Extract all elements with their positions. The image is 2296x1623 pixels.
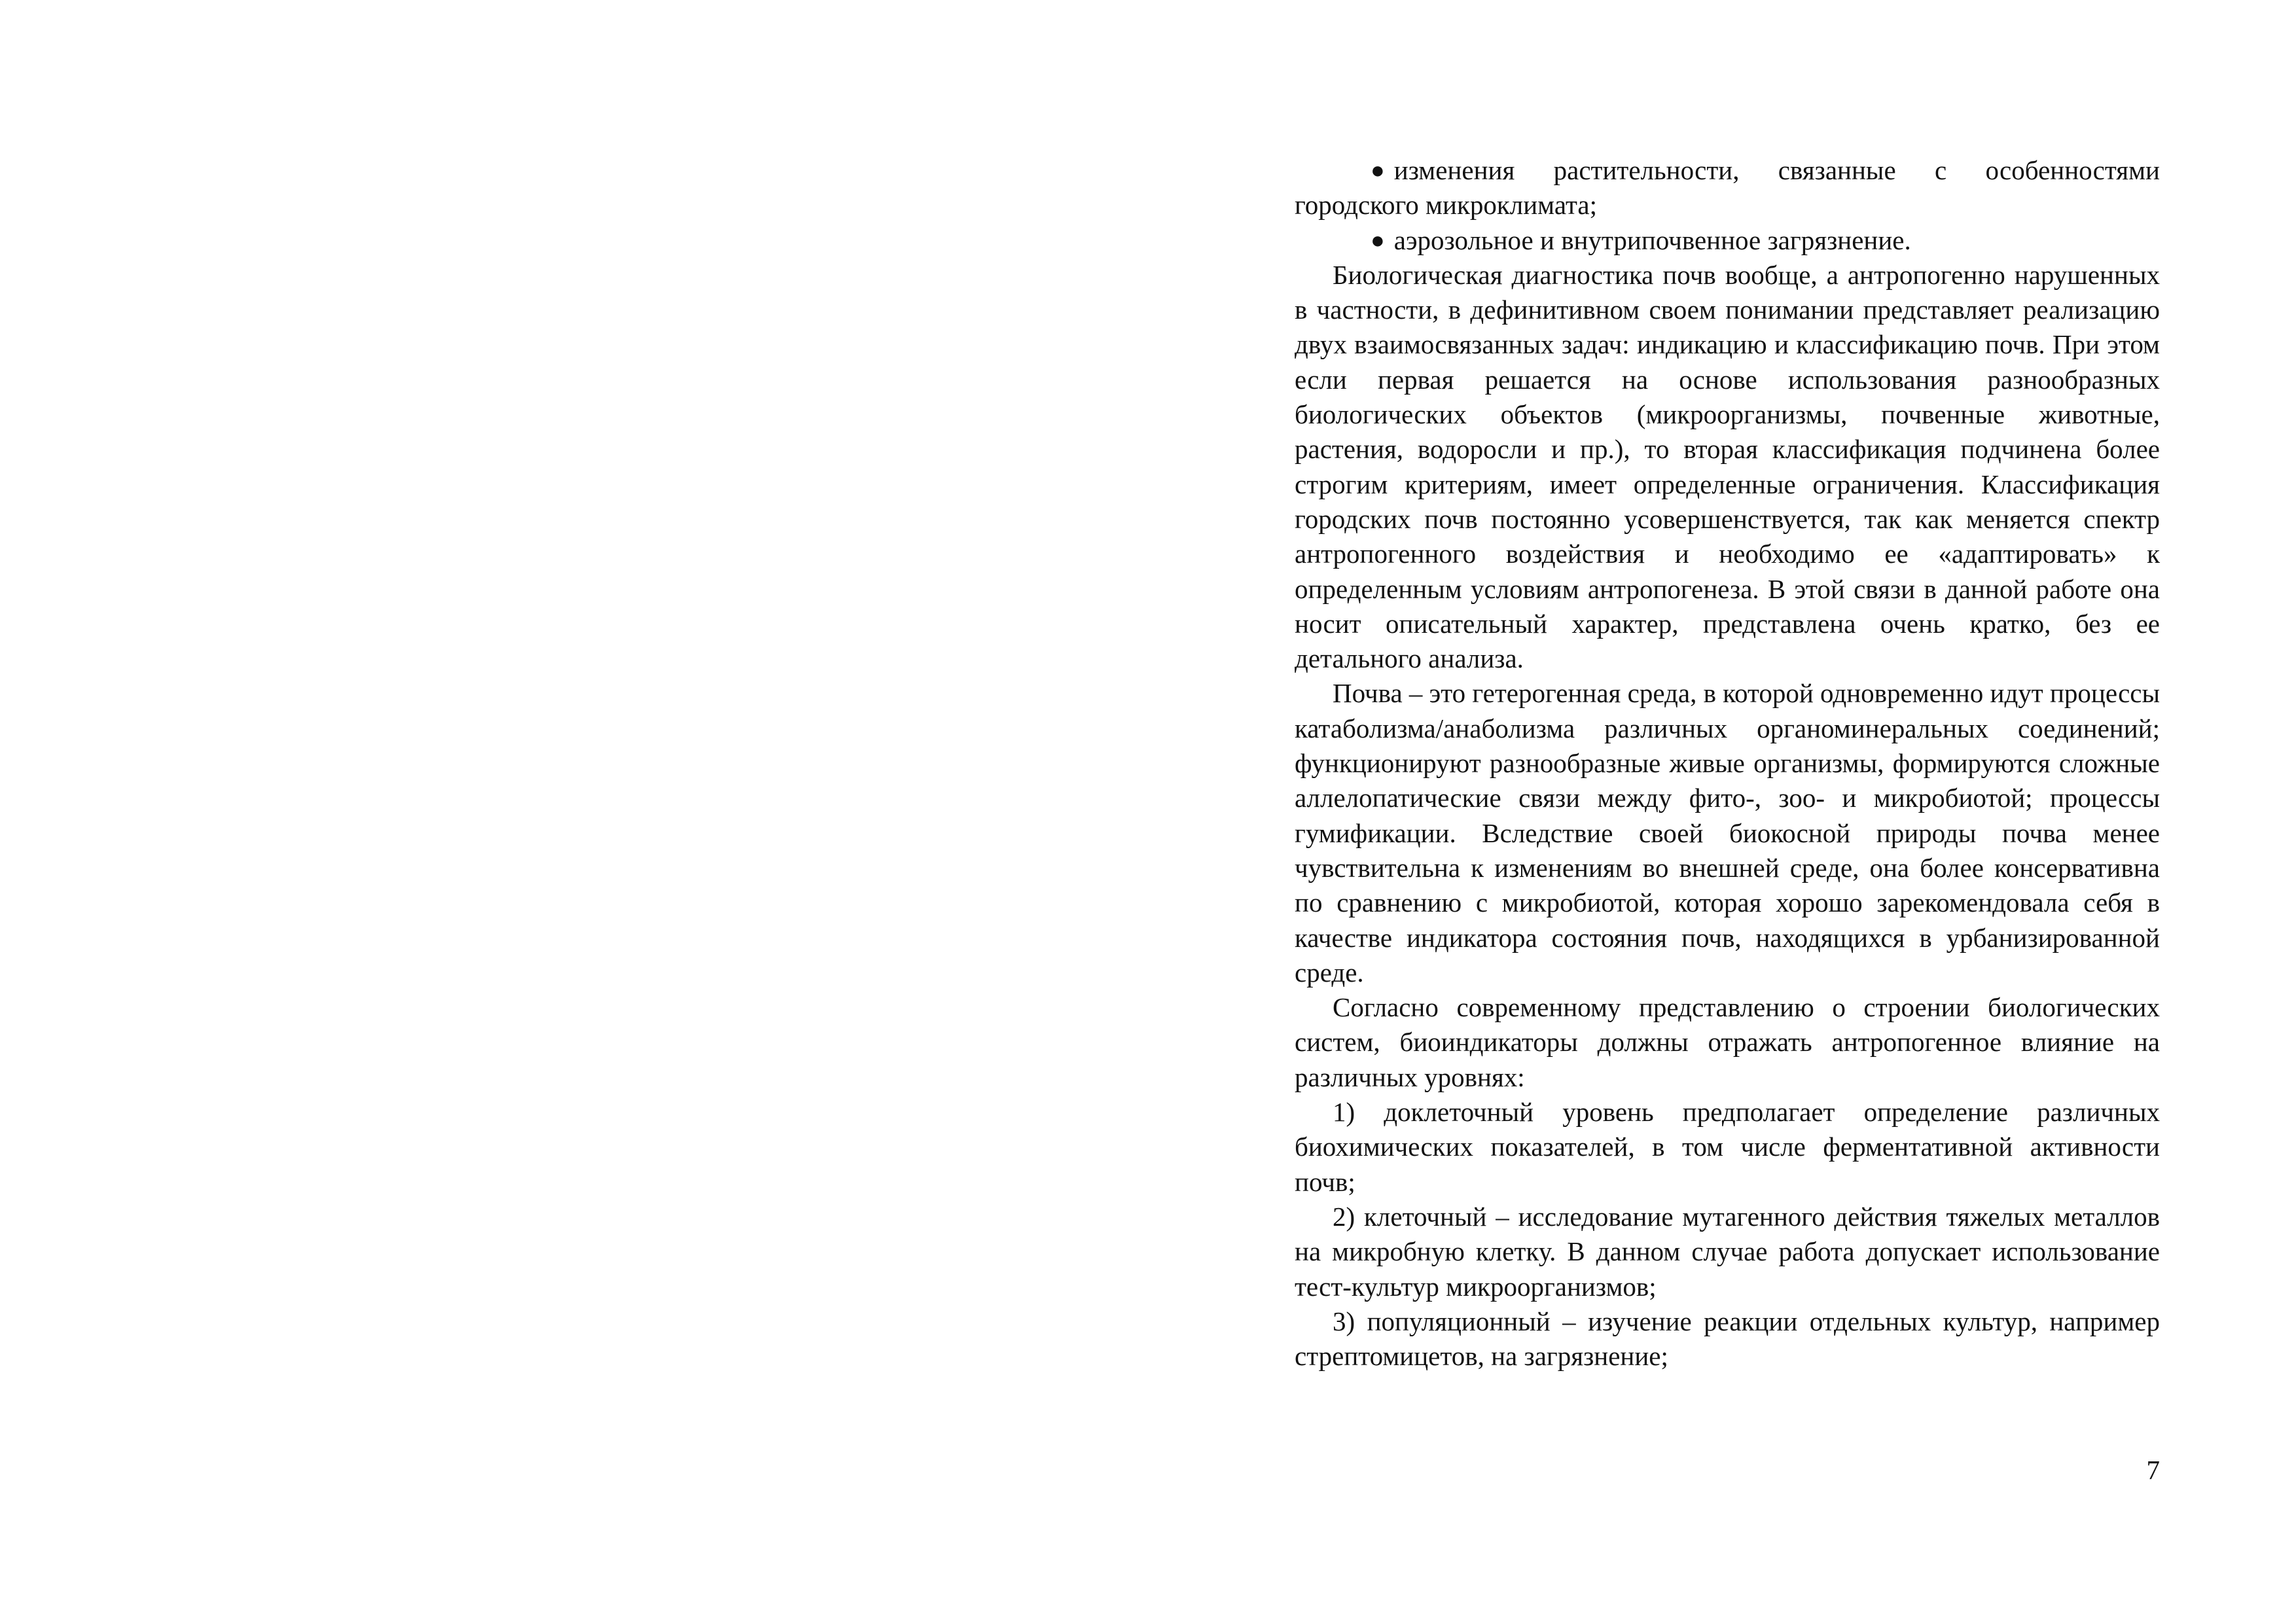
paragraph-bioindicators-levels: Согласно современному представлению о строении биологических систем, биоиндикаторы должны отражать антропогенное влияние на различных уровнях: [1295,992,2160,1092]
bullet-item [1295,153,2160,223]
bullet-text: изменения растительности, связанные с особенностями городского микроклимата; [1295,155,2160,221]
text-column [1295,153,2160,1374]
list-item-precellular: 1) доклеточный уровень предполагает определение различных биохимических показателей, в том числе ферментативной активности почв; [1295,1097,2160,1197]
bullet-text: аэрозольное и внутрипочвенное загрязнение. [1393,224,1911,255]
list-item-cellular: 2) клеточный – исследование мутагенного действия тяжелых металлов на микробную клетку. В данном случае работа допускает использование тест-культур микроорганизмов; [1295,1201,2160,1302]
bullet-marker: ● [1371,157,1385,183]
page-number: 7 [2146,1455,2160,1485]
paragraph-soil-heterogeneous: Почва – это гетерогенная среда, в которой одновременно идут процессы катаболизма/анаболизма различных органоминеральных соединений; функционируют разнообразные живые организмы, формируются сложные аллелопатические связи между фито-, зоо- и микробиотой; процессы гумификации. Вследствие своей биокосной природы почва менее чувствительна к изменениям во внешней среде, она более консервативна по сравнению с микробиотой, которая хорошо зарекомендовала себя в качестве индикатора состояния почв, находящихся в урбанизированной среде. [1295,678,2161,988]
paragraph-biological-diagnostics: Биологическая диагностика почв вообще, а антропогенно нарушенных в частности, в дефинитивном своем понимании представляет реализацию двух взаимосвязанных задач: индикацию и классификацию почв. При этом если первая решается на основе использования разнообразных биологических объектов (микроорганизмы, почвенные животные, растения, водоросли и пр.), то вторая классификация подчинена более строгим критериям, имеет определенные ограничения. Классификация городских почв постоянно усовершенствуется, так как меняется спектр антропогенного воздействия и необходимо ее «адаптировать» к определенным условиям антропогенеза. В этой связи в данной работе она носит описательный характер, представлена очень кратко, без ее детального анализа. [1295,259,2160,674]
list-item-population: 3) популяционный – изучение реакции отдельных культур, например стрептомицетов, на загрязнение; [1295,1306,2160,1372]
bullet-item [1295,223,2160,258]
bullet-marker: ● [1371,226,1385,253]
